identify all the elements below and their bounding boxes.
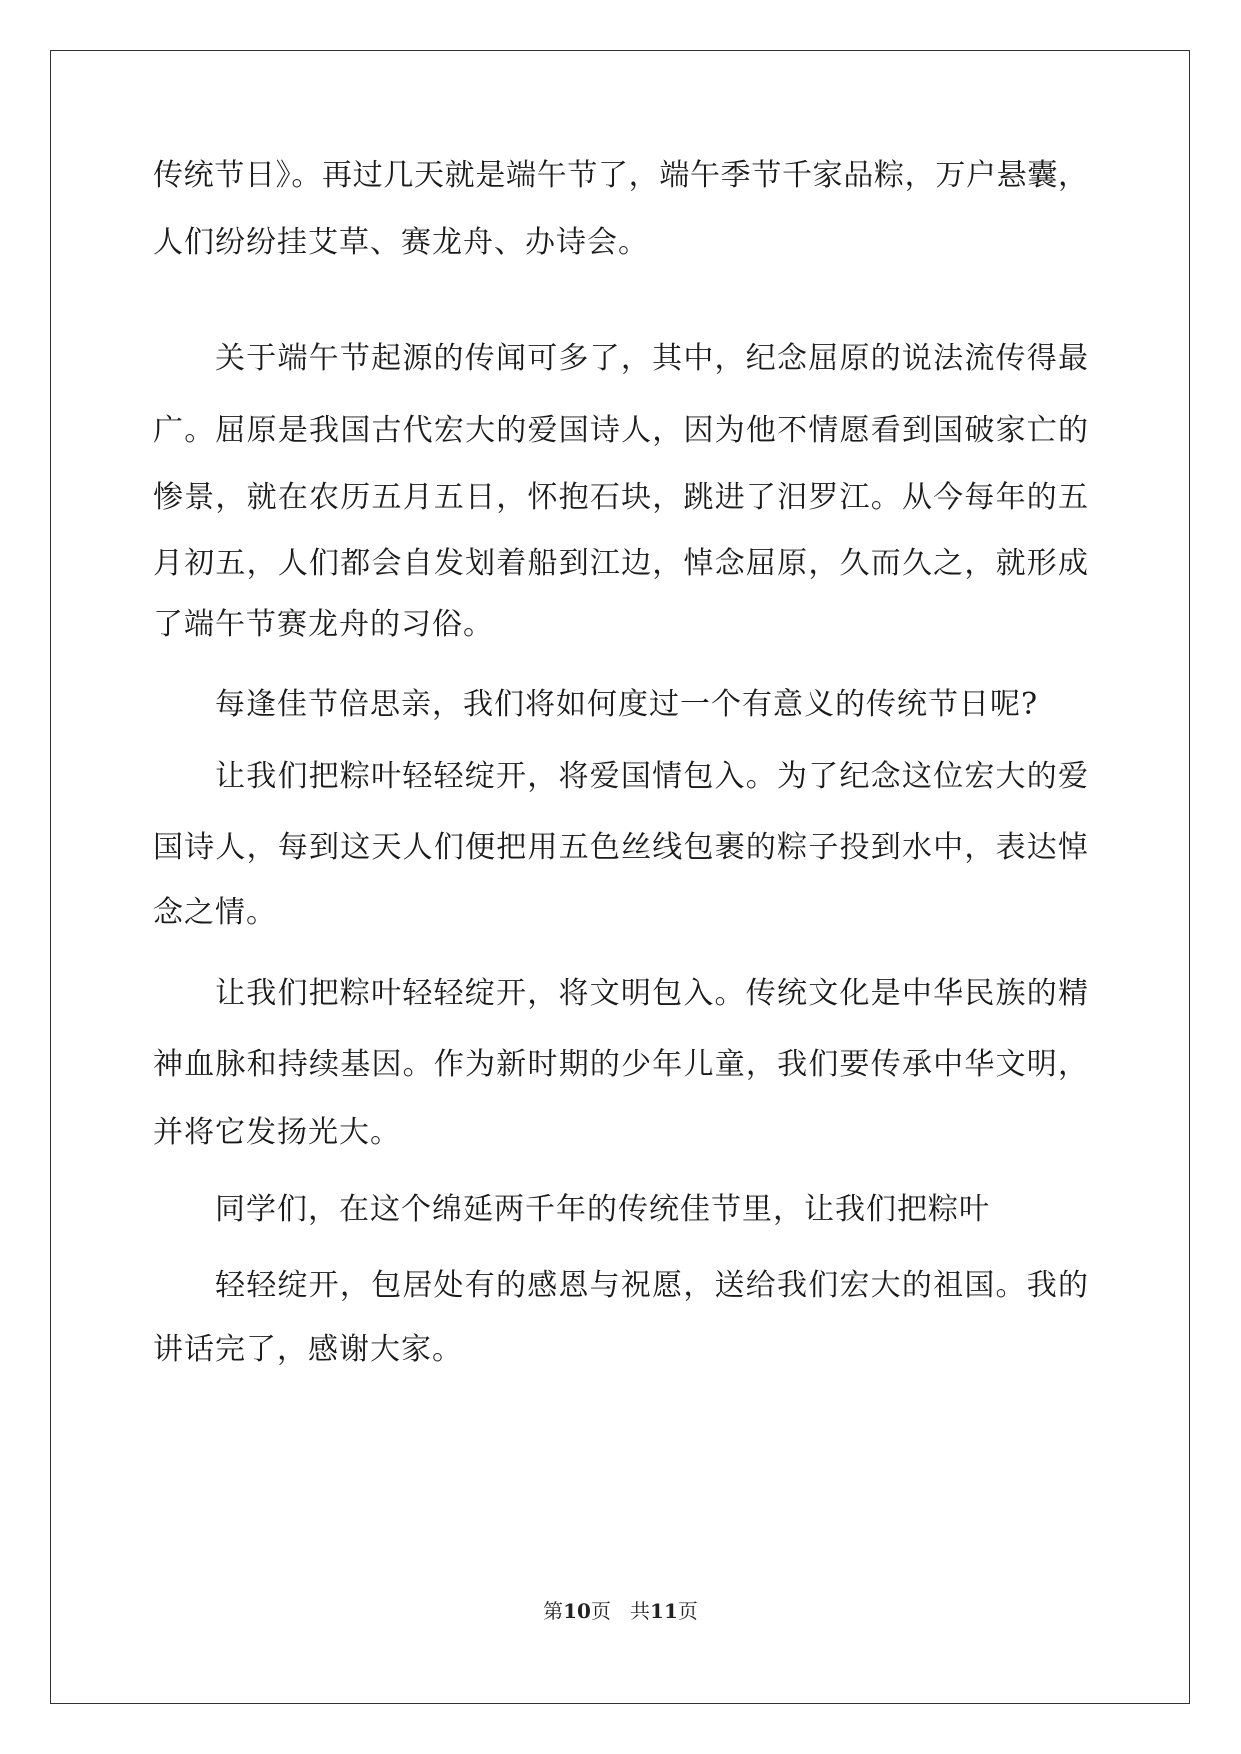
text-line: 关于端午节起源的传闻可多了，其中，纪念屈原的说法流传得最	[215, 341, 1088, 376]
text-line: 人们纷纷挂艾草、赛龙舟、办诗会。	[153, 225, 649, 260]
text-line: 惨景，就在农历五月五日，怀抱石块，跳进了汨罗江。从今每年的五	[153, 480, 1088, 515]
text-line: 念之情。	[153, 895, 277, 930]
text-line: 国诗人，每到这天人们便把用五色丝线包裹的粽子投到水中，表达悼	[153, 830, 1088, 865]
page-border	[50, 50, 1190, 1704]
text-line: 讲话完了，感谢大家。	[153, 1332, 463, 1367]
text-line: 让我们把粽叶轻轻绽开，将爱国情包入。为了纪念这位宏大的爱	[215, 759, 1088, 794]
text-line: 让我们把粽叶轻轻绽开，将文明包入。传统文化是中华民族的精	[215, 976, 1088, 1011]
text-line: 广。屈原是我国古代宏大的爱国诗人，因为他不情愿看到国破家亡的	[153, 413, 1088, 448]
page-footer	[0, 1598, 1241, 1624]
footer-suffix: 页	[677, 1599, 698, 1623]
text-line: 并将它发扬光大。	[153, 1115, 401, 1150]
total-pages-number: 11	[650, 1599, 678, 1623]
text-line: 了端午节赛龙舟的习俗。	[153, 607, 494, 642]
text-line: 传统节日》。再过几天就是端午节了，端午季节千家品粽，万户悬囊，	[153, 158, 1088, 193]
text-line: 轻轻绽开，包居处有的感恩与祝愿，送给我们宏大的祖国。我的	[215, 1268, 1088, 1303]
text-line: 神血脉和持续基因。作为新时期的少年儿童，我们要传承中华文明，	[153, 1047, 1088, 1082]
current-page-number: 10	[563, 1599, 591, 1623]
footer-prefix: 第	[543, 1599, 564, 1623]
text-line: 每逢佳节倍思亲，我们将如何度过一个有意义的传统节日呢?	[215, 687, 1039, 722]
text-line: 同学们，在这个绵延两千年的传统佳节里，让我们把粽叶	[215, 1192, 990, 1227]
text-line: 月初五，人们都会自发划着船到江边，悼念屈原，久而久之，就形成	[153, 546, 1088, 581]
footer-mid: 页 共	[590, 1599, 651, 1623]
